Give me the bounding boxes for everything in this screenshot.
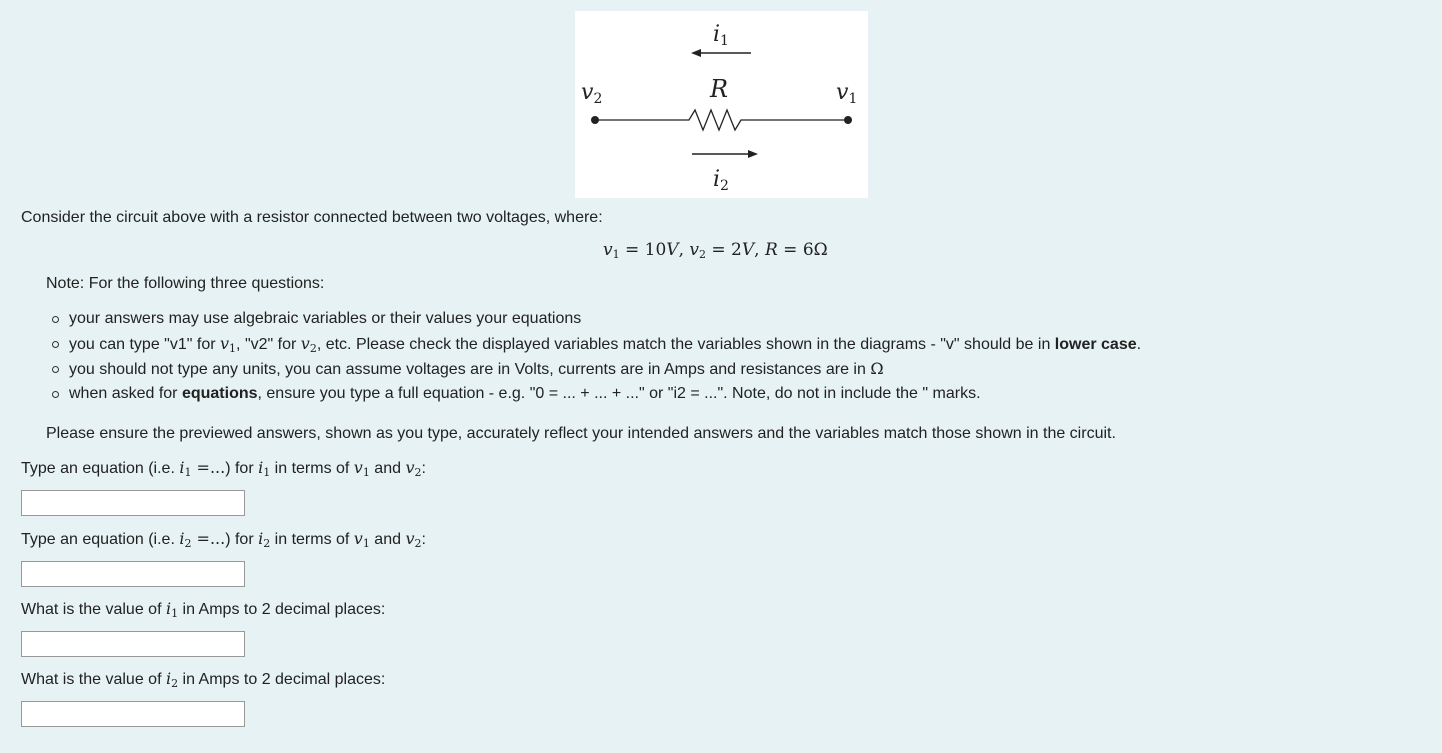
q2-eq: =... <box>191 529 226 548</box>
note-b2-v2-sub: 2 <box>309 342 317 355</box>
node-v1-dot <box>844 116 852 124</box>
q3-post: in Amps to 2 decimal places: <box>178 601 386 618</box>
ensure-text: Please ensure the previewed answers, shown as you type, accurately reflect your intended answers and the variables match those shown in the circuit. <box>46 425 1116 442</box>
q1-mid: ) for <box>225 460 259 477</box>
q2-v1: v <box>353 529 363 548</box>
current-i2-label: i2 <box>713 167 729 194</box>
note-b4-bold: equations <box>181 385 258 402</box>
q2-pre: Type an equation (i.e. <box>21 531 180 548</box>
q2-var2: i <box>258 529 264 548</box>
q1-pre: Type an equation (i.e. <box>21 460 180 477</box>
q2-post: in terms of <box>270 531 354 548</box>
note-b2-v2: v <box>300 334 310 353</box>
q2-end: : <box>421 531 426 548</box>
given-v2-unit: V <box>741 240 755 260</box>
q1-post: in terms of <box>270 460 354 477</box>
q2-var: i <box>179 529 185 548</box>
q3-sub: 1 <box>171 607 179 620</box>
arrow-right-icon <box>748 150 758 158</box>
given-r-eq: = 6Ω <box>777 240 828 260</box>
q4-pre: What is the value of <box>21 671 166 688</box>
q3-var: i <box>165 599 172 618</box>
q2-mid: ) for <box>225 531 259 548</box>
q2-v1-sub: 1 <box>362 537 370 550</box>
question-1-label <box>21 458 426 478</box>
q1-end: : <box>421 460 426 477</box>
note-b2-d: . <box>1136 336 1142 353</box>
question-3-label <box>21 599 385 619</box>
given-v1-var: v <box>603 240 613 260</box>
q1-sub: 1 <box>184 466 192 479</box>
note-list <box>69 309 1141 409</box>
node-v2-dot <box>591 116 599 124</box>
given-v2-sub: 2 <box>699 248 706 261</box>
current-i1-label: i1 <box>713 22 729 49</box>
given-v1-eq: = 10 <box>619 240 667 260</box>
q4-post: in Amps to 2 decimal places: <box>178 671 386 688</box>
note-b1: your answers may use algebraic variables or their values your equations <box>69 310 582 327</box>
node-v2-label: v2 <box>581 80 603 107</box>
q1-sub2: 1 <box>263 466 271 479</box>
q3-pre: What is the value of <box>21 601 166 618</box>
given-values <box>603 240 828 260</box>
answer-1-input[interactable] <box>21 490 245 516</box>
circuit-svg <box>575 11 868 198</box>
q4-sub: 2 <box>171 677 179 690</box>
resistor-label: R <box>710 75 729 103</box>
resistor-wire <box>595 110 848 130</box>
list-item <box>69 384 1141 409</box>
list-item <box>69 309 1141 334</box>
note-b3-omega: Ω <box>870 359 884 378</box>
q1-v2-sub: 2 <box>414 466 422 479</box>
arrow-left-icon <box>691 49 701 57</box>
note-b4-a: when asked for <box>69 385 182 402</box>
note-b2-a: you can type "v1" for <box>69 336 220 353</box>
q1-and: and <box>369 460 406 477</box>
answer-2-input[interactable] <box>21 561 245 587</box>
given-r-var: R <box>764 240 778 260</box>
q2-sub: 2 <box>184 537 192 550</box>
given-sep1: , <box>678 240 690 260</box>
q2-v2-sub: 2 <box>414 537 422 550</box>
list-item <box>69 359 1141 384</box>
note-title: Note: For the following three questions: <box>46 275 325 292</box>
q1-var2: i <box>258 458 264 477</box>
given-v1-sub: 1 <box>612 248 620 261</box>
q1-eq: =... <box>191 458 226 477</box>
q1-v2: v <box>405 458 415 477</box>
question-2-label <box>21 529 426 549</box>
given-v1-unit: V <box>666 240 679 260</box>
circuit-diagram <box>575 11 868 198</box>
note-b2-v1: v <box>220 334 230 353</box>
answer-3-input[interactable] <box>21 631 245 657</box>
note-b4-b: , ensure you type a full equation - e.g. "0 = ... + ... + ..." or "i2 = ...". Note, do not in include the " marks. <box>257 385 981 402</box>
answer-4-input[interactable] <box>21 701 245 727</box>
q4-var: i <box>165 669 172 688</box>
q2-v2: v <box>405 529 415 548</box>
node-v1-label: v1 <box>836 80 858 107</box>
given-v2-eq: = 2 <box>706 240 742 260</box>
list-item <box>69 334 1141 359</box>
note-b3: you should not type any units, you can assume voltages are in Volts, currents are in Amps and resistances are in <box>69 361 871 378</box>
q2-sub2: 2 <box>263 537 271 550</box>
question-4-label <box>21 669 385 689</box>
note-b2-bold: lower case <box>1054 336 1137 353</box>
q1-v1-sub: 1 <box>362 466 370 479</box>
q1-var: i <box>179 458 185 477</box>
note-b2-v1-sub: 1 <box>229 342 237 355</box>
note-b2-b: , "v2" for <box>236 336 301 353</box>
given-sep2: , <box>754 240 765 260</box>
intro-text: Consider the circuit above with a resistor connected between two voltages, where: <box>21 209 603 226</box>
q1-v1: v <box>353 458 363 477</box>
given-v2-var: v <box>689 240 699 260</box>
note-b2-c: , etc. Please check the displayed variables match the variables shown in the diagrams - "v" should be in <box>316 336 1055 353</box>
q2-and: and <box>369 531 406 548</box>
